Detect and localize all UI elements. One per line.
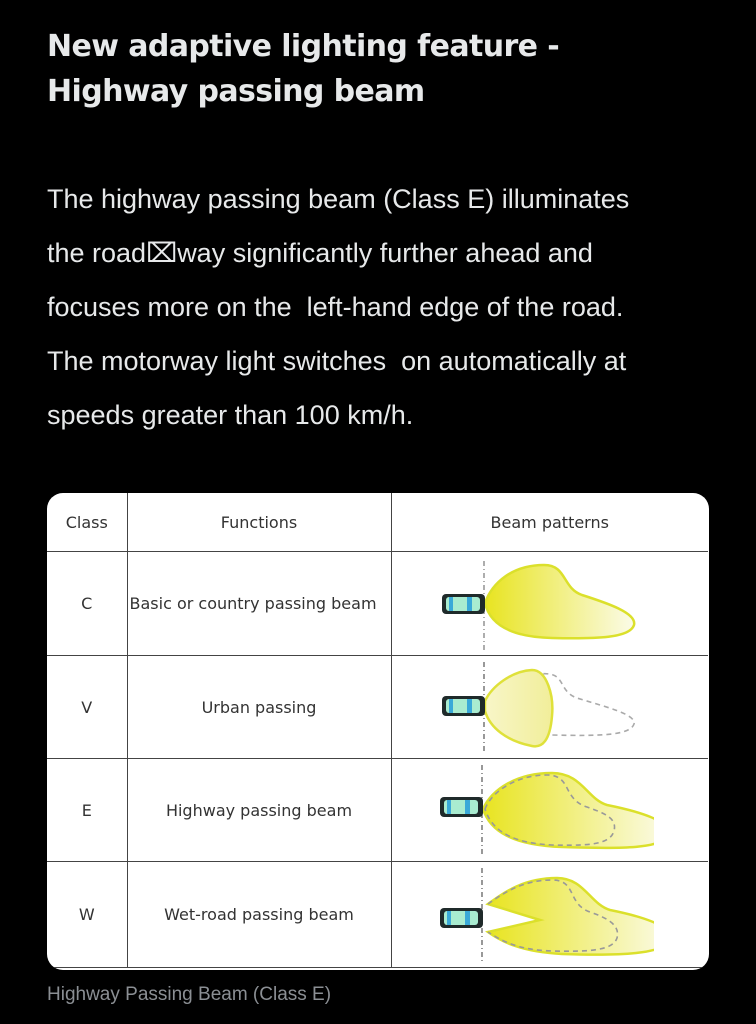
table-row [47,759,708,862]
cell-beam [391,759,708,862]
cell-function: Urban passing [127,656,391,759]
table-header-row [47,493,708,552]
post-body [47,172,737,442]
car-icon [442,594,485,614]
post-body-line: speeds greater than 100 km/h. [47,400,414,430]
wet-road-beam-pattern-icon [392,864,654,966]
post-title-line: New adaptive lighting feature - [47,29,560,64]
post-title [47,24,727,114]
cell-class: W [47,862,127,968]
post-body-line: the road⌧way significantly further ahead and [47,238,593,268]
header-functions: Functions [127,493,391,552]
post-body-line: focuses more on the left-hand edge of the road. [47,292,624,322]
cell-function: Basic or country passing beam [127,552,391,656]
car-icon [440,797,483,817]
cell-beam [391,656,708,759]
cell-beam [391,552,708,656]
post-body-line: The highway passing beam (Class E) illuminates [47,184,630,214]
car-icon [440,908,483,928]
cell-beam [391,862,708,968]
table-row [47,656,708,759]
urban-beam-pattern-icon [392,656,654,758]
post-title-line: Highway passing beam [47,74,425,109]
cell-function: Wet-road passing beam [127,862,391,968]
cell-class: V [47,656,127,759]
country-beam-pattern-icon [392,553,654,655]
header-beam-patterns: Beam patterns [391,493,708,552]
header-class: Class [47,493,127,552]
table-row [47,862,708,968]
highway-beam-pattern-icon [392,759,654,861]
post-body-line: The motorway light switches on automatically at [47,346,627,376]
post-media-image[interactable] [47,493,709,970]
beam-class-table [47,493,708,968]
car-icon [442,696,485,716]
cell-class: E [47,759,127,862]
media-caption: Highway Passing Beam (Class E) [47,984,332,1005]
cell-class: C [47,552,127,656]
table-row [47,552,708,656]
cell-function: Highway passing beam [127,759,391,862]
